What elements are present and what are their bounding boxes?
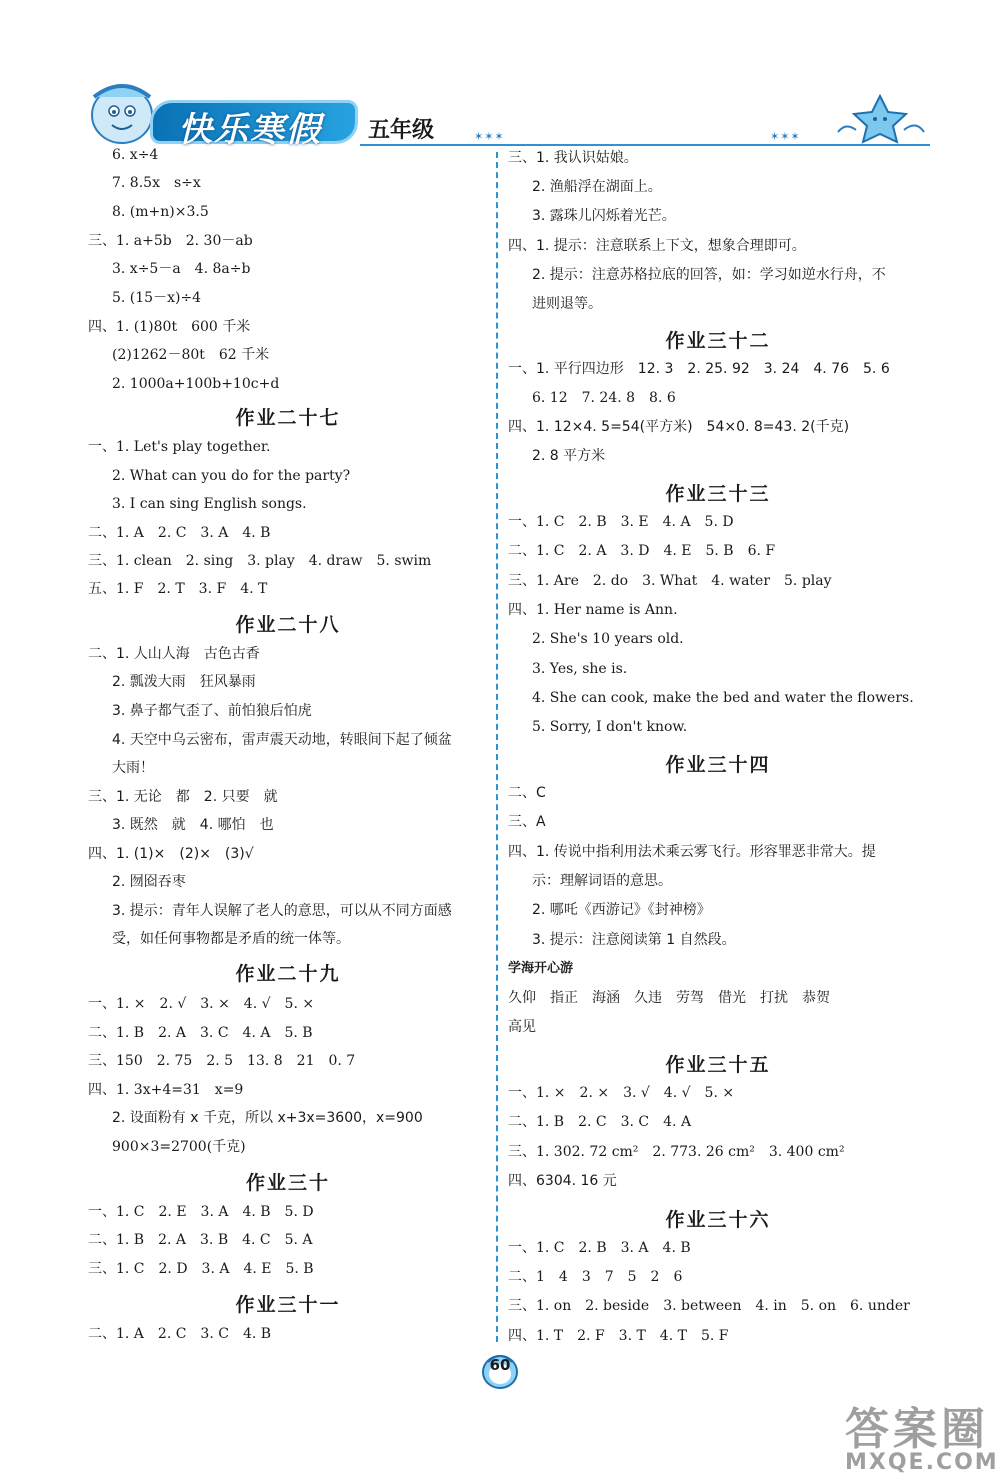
section-heading: 作业二十七 [235,407,341,429]
answer-line: 大雨！ [112,760,154,776]
answer-line: 三、1. Are 2. do 3. What 4. water 5. play [508,573,832,589]
grade-label: 五年级 [368,117,435,143]
answer-line: 5. Sorry, I don't know. [532,719,688,735]
answer-line: 受，如任何事物都是矛盾的统一体等。 [112,931,350,947]
answer-line: 三、1. 302. 72 cm² 2. 773. 26 cm² 3. 400 cm² [508,1144,845,1160]
answer-line: 3. 露珠儿闪烁着光芒。 [532,208,676,224]
star-decoration-icon: ✶✶✶ [770,130,801,143]
subsection-heading: 学海开心游 [508,961,574,976]
page-header [0,0,1000,150]
column-divider [496,152,498,1342]
answer-line: 示：理解词语的意思。 [532,873,672,889]
answer-line: 3. 鼻子都气歪了、前怕狼后怕虎 [112,703,312,719]
answer-line: 900×3=2700(千克) [112,1139,246,1155]
answer-line: 三、1. 我认识姑娘。 [508,150,638,166]
answer-line: 高见 [508,1019,536,1035]
answer-line: 一、1. Let's play together. [88,439,271,455]
watermark-url: MXQE.COM [845,1450,999,1475]
star-decoration-icon: ✶✶✶ [474,130,505,143]
answer-line: 2. 设面粉有 x 千克，所以 x+3x=3600，x=900 [112,1110,423,1126]
answer-line: 二、1. A 2. C 3. A 4. B [88,525,271,541]
answer-line: 2. 囫囵吞枣 [112,874,186,890]
answer-line: 6. x÷4 [112,147,159,163]
answer-line: 二、1. C 2. A 3. D 4. E 5. B 6. F [508,543,776,559]
answer-line: 二、1 4 3 7 5 2 6 [508,1269,683,1285]
answer-line: 2. 哪吒《西游记》《封神榜》 [532,902,711,918]
section-heading: 作业三十一 [235,1294,341,1316]
answer-line: 三、150 2. 75 2. 5 13. 8 21 0. 7 [88,1053,356,1069]
section-heading: 作业三十五 [665,1054,771,1076]
answer-line: 四、1. 3x+4=31 x=9 [88,1082,244,1098]
answer-line: 三、1. clean 2. sing 3. play 4. draw 5. swim [88,553,432,569]
answer-line: (2)1262－80t 62 千米 [112,347,270,363]
watermark [845,1404,999,1475]
answer-line: 6. 12 7. 24. 8 8. 6 [532,390,676,406]
section-heading: 作业三十 [245,1172,330,1194]
answer-line: 二、1. B 2. C 3. C 4. A [508,1114,692,1130]
answer-line: 一、1. C 2. B 3. E 4. A 5. D [508,514,734,530]
answer-line: 4. 天空中乌云密布，雷声震天动地，转眼间下起了倾盆 [112,732,452,748]
section-heading: 作业三十三 [665,483,771,505]
answer-line: 四、1. 12×4. 5=54(平方米) 54×0. 8=43. 2(千克) [508,419,850,435]
answer-line: 二、C [508,785,546,801]
book-title: 快乐寒假 [178,110,322,150]
star-mascot-icon [832,92,928,144]
answer-line: 久仰 指正 海涵 久违 劳驾 借光 打扰 恭贺 [508,990,830,1006]
answer-line: 2. What can you do for the party? [112,468,351,484]
answer-line: 四、1. T 2. F 3. T 4. T 5. F [508,1328,729,1344]
answer-line: 三、A [508,814,546,830]
section-heading: 作业三十二 [665,330,771,352]
answer-line: 四、1. (1)80t 600 千米 [88,319,251,335]
answer-line: 三、1. a+5b 2. 30－ab [88,233,253,249]
answer-line: 3. 提示：青年人误解了老人的意思，可以从不同方面感 [112,903,452,919]
answer-line: 一、1. C 2. B 3. A 4. B [508,1240,691,1256]
answer-line: 3. 既然 就 4. 哪怕 也 [112,817,274,833]
answer-line: 进则退等。 [532,296,602,312]
section-heading: 作业三十四 [665,754,771,776]
header-rule [360,144,930,146]
answer-line: 3. I can sing English songs. [112,496,307,512]
answer-line: 2. 1000a+100b+10c+d [112,376,280,392]
answer-line: 3. 提示：注意阅读第 1 自然段。 [532,932,736,948]
answer-line: 一、1. × 2. × 3. √ 4. √ 5. × [508,1085,735,1101]
answer-line: 二、1. B 2. A 3. C 4. A 5. B [88,1025,313,1041]
section-heading: 作业三十六 [665,1209,771,1231]
answer-line: 3. Yes, she is. [532,661,628,677]
answer-line: 2. 8 平方米 [532,448,606,464]
answer-line: 二、1. B 2. A 3. B 4. C 5. A [88,1232,313,1248]
answer-line: 4. She can cook, make the bed and water the flowers. [532,690,914,706]
answer-line: 2. She's 10 years old. [532,631,684,647]
answer-line: 2. 瓢泼大雨 狂风暴雨 [112,674,256,690]
answer-line: 二、1. 人山人海 古色古香 [88,646,260,662]
answer-line: 一、1. × 2. √ 3. × 4. √ 5. × [88,996,315,1012]
answer-line: 三、1. C 2. D 3. A 4. E 5. B [88,1261,314,1277]
page-number: 60 [489,1356,511,1374]
answer-line: 3. x÷5－a 4. 8a÷b [112,261,251,277]
answer-line: 四、1. 提示：注意联系上下文，想象合理即可。 [508,238,806,254]
answer-line: 2. 提示：注意苏格拉底的回答，如：学习如逆水行舟，不 [532,267,886,283]
answer-line: 四、1. (1)× (2)× (3)√ [88,846,254,862]
cartoon-mascot-icon [80,75,160,147]
answer-line: 7. 8.5x s÷x [112,175,201,191]
answer-line: 5. (15－x)÷4 [112,290,202,306]
answer-line: 三、1. on 2. beside 3. between 4. in 5. on 6. under [508,1298,910,1314]
answer-line: 四、6304. 16 元 [508,1173,617,1189]
answer-line: 四、1. 传说中指利用法术乘云雾飞行。形容罪恶非常大。提 [508,844,876,860]
watermark-text: 答案圈 [845,1404,989,1455]
answer-line: 二、1. A 2. C 3. C 4. B [88,1326,272,1342]
answer-line: 一、1. C 2. E 3. A 4. B 5. D [88,1204,314,1220]
answer-line: 四、1. Her name is Ann. [508,602,678,618]
section-heading: 作业二十九 [235,963,341,985]
answer-line: 2. 渔船浮在湖面上。 [532,179,662,195]
answer-line: 五、1. F 2. T 3. F 4. T [88,581,268,597]
answer-line: 一、1. 平行四边形 12. 3 2. 25. 92 3. 24 4. 76 5. 6 [508,361,890,377]
answer-line: 8. (m+n)×3.5 [112,204,209,220]
section-heading: 作业二十八 [235,614,341,636]
answer-line: 三、1. 无论 都 2. 只要 就 [88,789,278,805]
